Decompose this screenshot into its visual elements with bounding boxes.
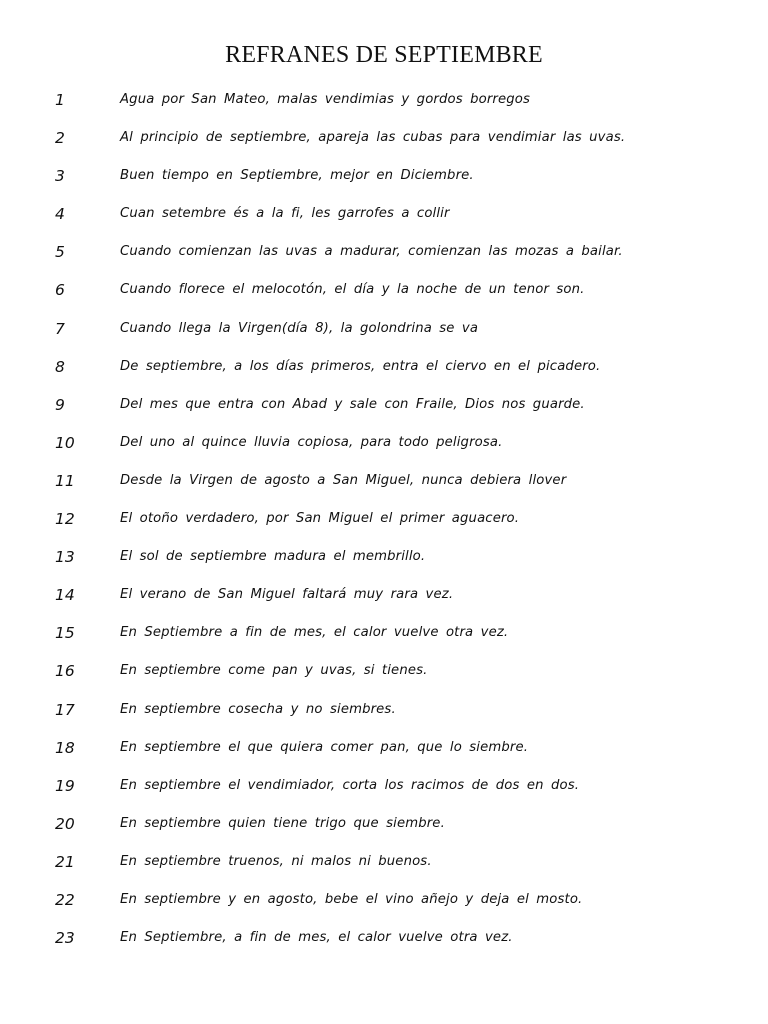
item-number: 6 — [55, 281, 65, 300]
list-item — [0, 735, 768, 773]
proverb-text: Desde la Virgen de agosto a San Miguel, nunca debiera llover — [120, 472, 567, 488]
item-number: 5 — [55, 243, 65, 262]
list-item — [0, 87, 768, 125]
list-item — [0, 544, 768, 582]
proverb-text: El verano de San Miguel faltará muy rara vez. — [120, 587, 454, 603]
list-item — [0, 658, 768, 696]
item-number: 7 — [55, 319, 65, 338]
proverb-text: De septiembre, a los días primeros, entra el ciervo en el picadero. — [120, 358, 601, 374]
item-number: 21 — [55, 852, 75, 871]
list-item — [0, 430, 768, 468]
proverb-text: Del mes que entra con Abad y sale con Fraile, Dios nos guarde. — [120, 396, 585, 412]
list-item — [0, 811, 768, 849]
list-item — [0, 620, 768, 658]
proverb-text: Del uno al quince lluvia copiosa, para todo peligrosa. — [120, 434, 503, 450]
list-item — [0, 201, 768, 239]
proverb-text: En septiembre truenos, ni malos ni buenos. — [120, 853, 432, 869]
list-item — [0, 468, 768, 506]
item-number: 13 — [55, 548, 75, 567]
page-title: REFRANES DE SEPTIEMBRE — [225, 42, 543, 68]
proverb-text: En septiembre come pan y uvas, si tienes. — [120, 663, 428, 679]
list-item — [0, 277, 768, 315]
item-number: 4 — [55, 205, 65, 224]
list-item — [0, 125, 768, 163]
item-number: 22 — [55, 890, 75, 909]
list-item — [0, 773, 768, 811]
item-number: 14 — [55, 586, 75, 605]
list-item — [0, 163, 768, 201]
item-number: 23 — [55, 929, 75, 948]
proverb-text: El otoño verdadero, por San Miguel el primer aguacero. — [120, 511, 520, 527]
proverb-list — [0, 87, 768, 963]
proverb-text: Cuando llega la Virgen(día 8), la golondrina se va — [120, 320, 479, 336]
list-item — [0, 849, 768, 887]
item-number: 8 — [55, 357, 65, 376]
proverb-text: El sol de septiembre madura el membrillo. — [120, 549, 426, 565]
proverb-text: En septiembre y en agosto, bebe el vino añejo y deja el mosto. — [120, 891, 583, 907]
proverb-text: Agua por San Mateo, malas vendimias y gordos borregos — [120, 92, 530, 107]
proverb-text: En septiembre el que quiera comer pan, que lo siembre. — [120, 739, 529, 755]
proverb-text: Al principio de septiembre, apareja las cubas para vendimiar las uvas. — [120, 130, 626, 146]
list-item — [0, 354, 768, 392]
list-item — [0, 392, 768, 430]
list-item — [0, 887, 768, 925]
item-number: 10 — [55, 433, 75, 452]
item-number: 18 — [55, 738, 75, 757]
item-number: 12 — [55, 510, 75, 529]
item-number: 3 — [55, 167, 65, 186]
proverb-text: En septiembre cosecha y no siembres. — [120, 701, 396, 717]
item-number: 15 — [55, 624, 75, 643]
proverb-text: Buen tiempo en Septiembre, mejor en Diciembre. — [120, 168, 474, 184]
proverb-text: Cuando comienzan las uvas a madurar, comienzan las mozas a bailar. — [120, 244, 623, 260]
proverb-text: Cuando florece el melocotón, el día y la noche de un tenor son. — [120, 282, 585, 298]
item-number: 17 — [55, 700, 75, 719]
proverb-text: En septiembre quien tiene trigo que siembre. — [120, 815, 445, 831]
item-number: 2 — [55, 129, 65, 148]
item-number: 16 — [55, 662, 75, 681]
item-number: 20 — [55, 814, 75, 833]
proverb-text: Cuan setembre és a la fi, les garrofes a collir — [120, 206, 450, 222]
item-number: 11 — [55, 471, 75, 490]
list-item — [0, 239, 768, 277]
list-item — [0, 506, 768, 544]
list-item — [0, 925, 768, 963]
list-item — [0, 582, 768, 620]
proverb-text: En Septiembre, a fin de mes, el calor vuelve otra vez. — [120, 930, 513, 946]
proverb-text: En septiembre el vendimiador, corta los racimos de dos en dos. — [120, 777, 580, 793]
item-number: 1 — [55, 91, 65, 109]
list-item — [0, 697, 768, 735]
list-item — [0, 316, 768, 354]
item-number: 9 — [55, 395, 65, 414]
item-number: 19 — [55, 776, 75, 795]
proverb-text: En Septiembre a fin de mes, el calor vuelve otra vez. — [120, 625, 509, 641]
